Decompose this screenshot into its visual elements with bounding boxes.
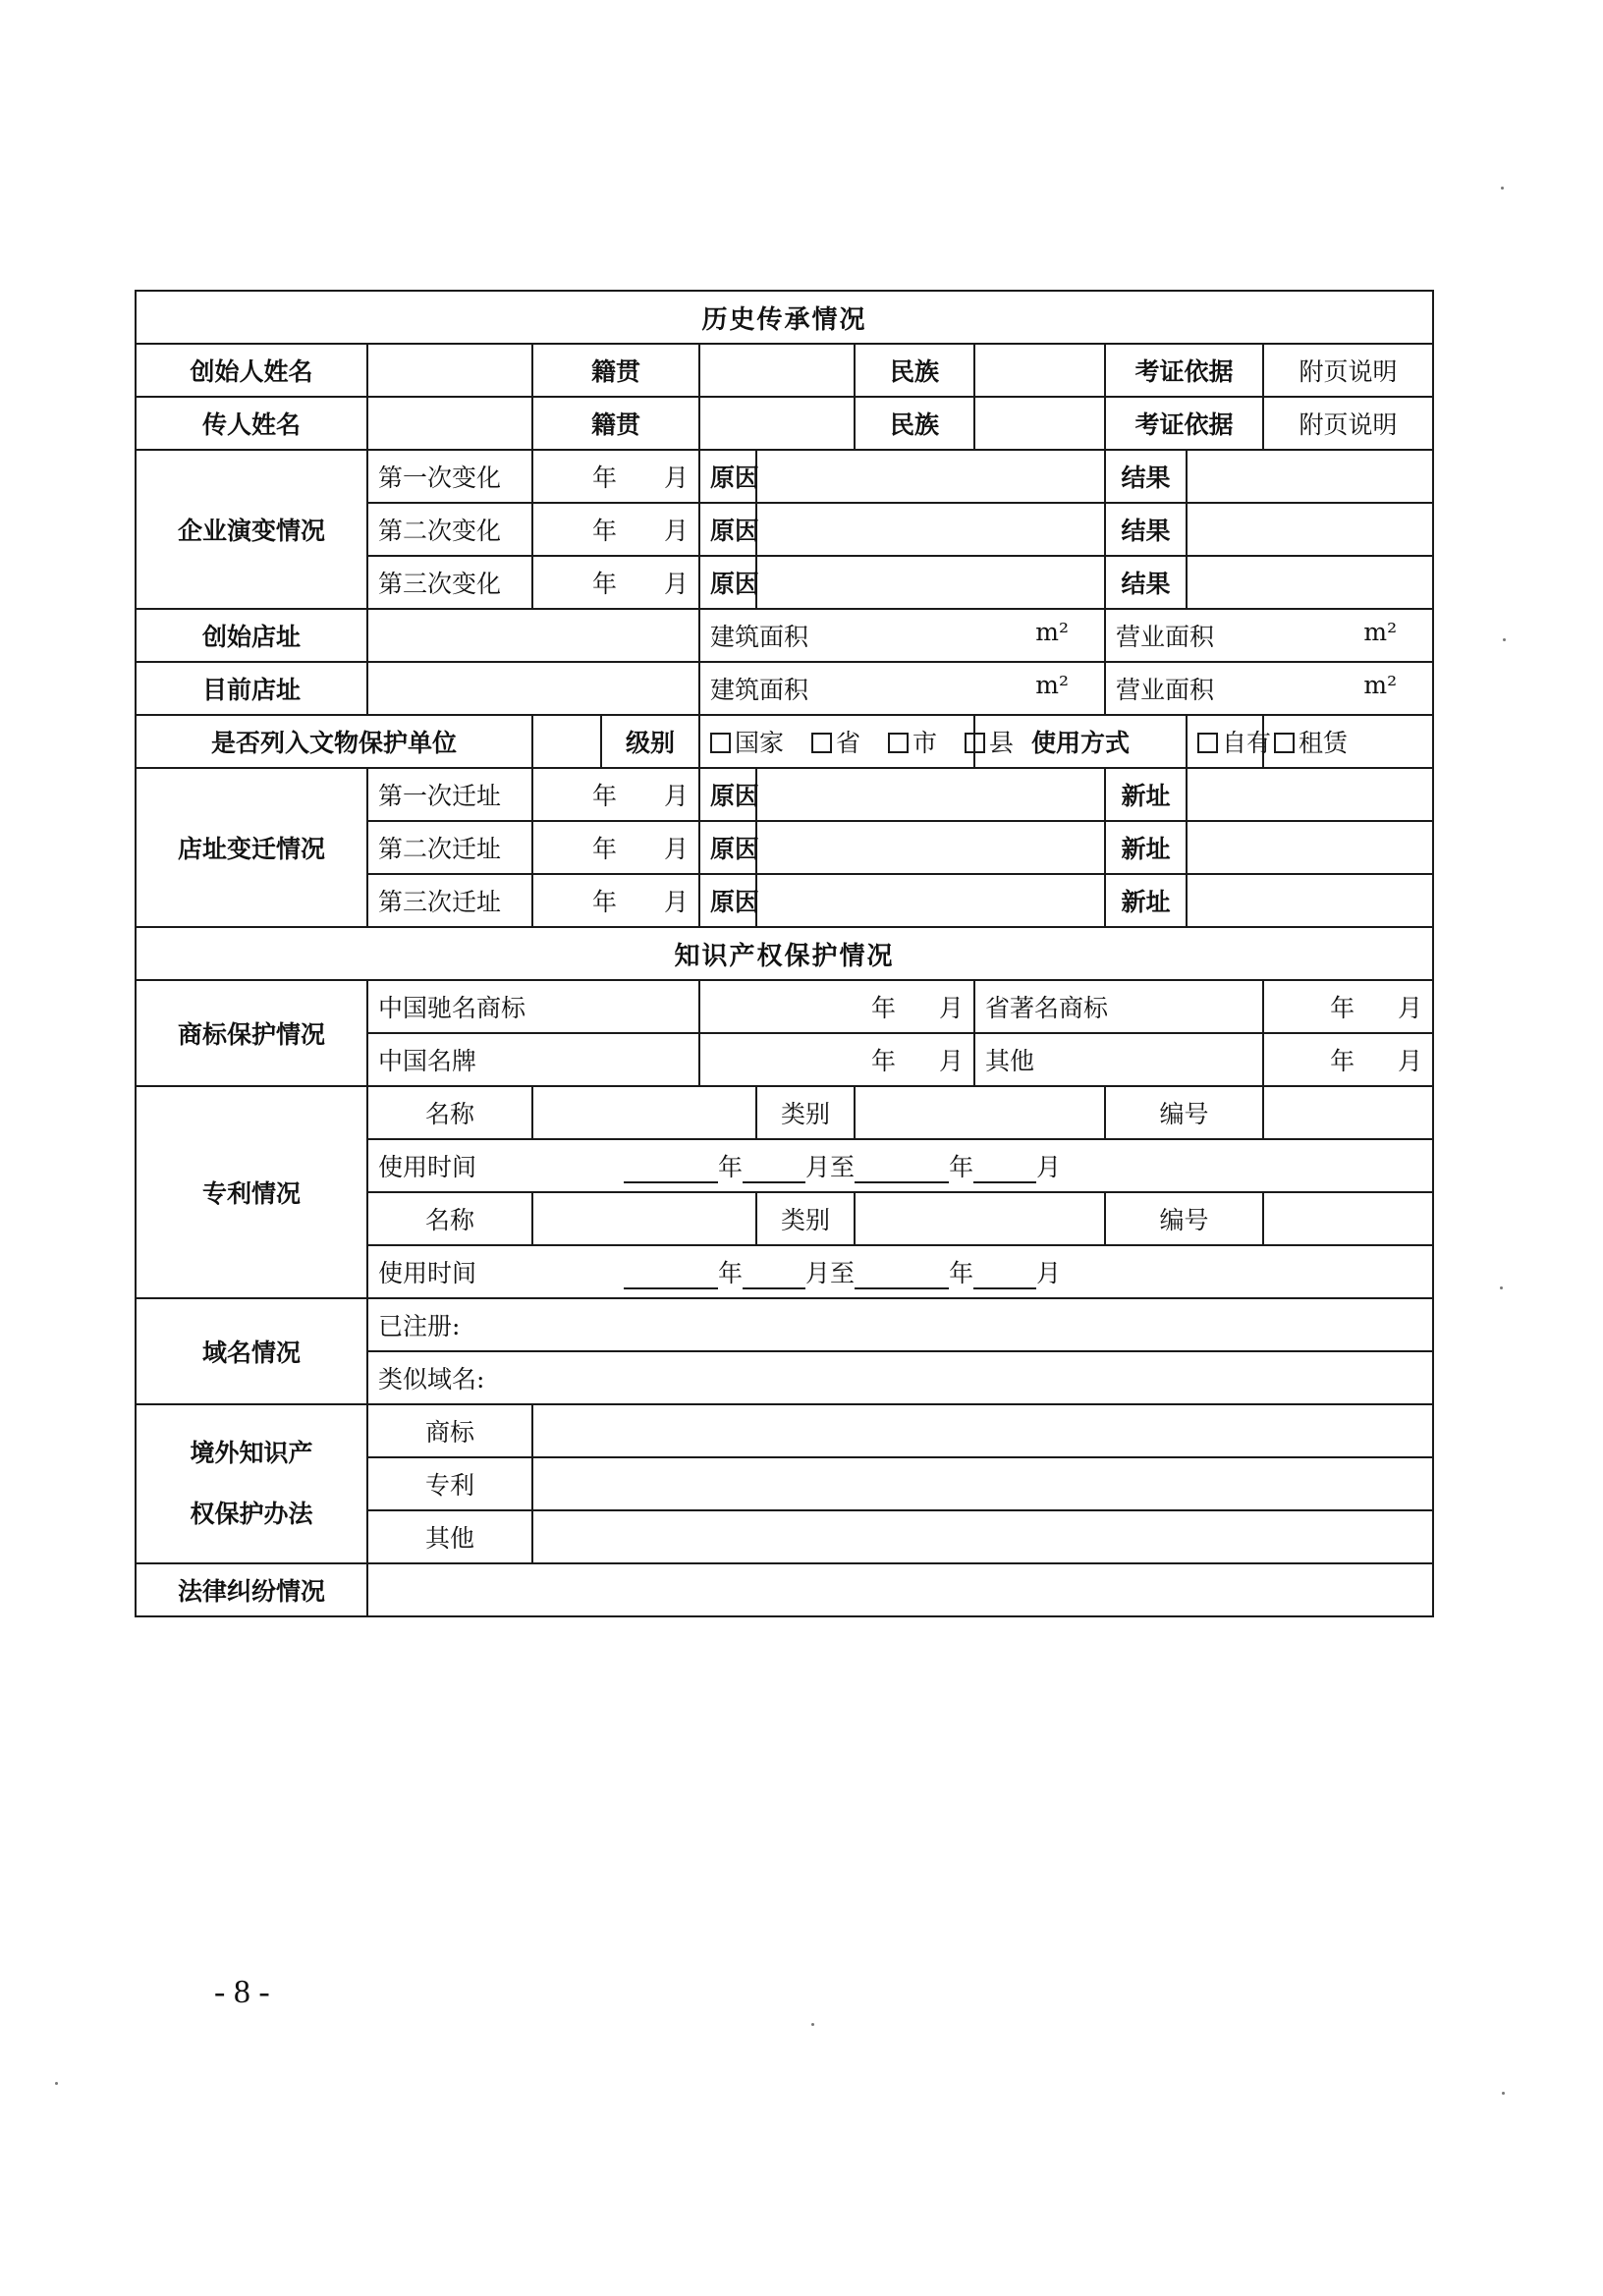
heir-evidence-label: 考证依据 bbox=[1105, 397, 1263, 450]
relocation-2-date[interactable]: 年 月 bbox=[532, 821, 699, 874]
change-1-reason-field[interactable] bbox=[756, 450, 1105, 503]
change-3-reason-label: 原因 bbox=[699, 556, 756, 609]
provincial-trademark-label: 省著名商标 bbox=[974, 980, 1263, 1033]
scan-speck bbox=[1500, 1286, 1503, 1289]
change-2-date[interactable]: 年 月 bbox=[532, 503, 699, 556]
relocation-3-reason-label: 原因 bbox=[699, 874, 756, 927]
evolution-label: 企业演变情况 bbox=[136, 450, 367, 609]
trademark-label: 商标保护情况 bbox=[136, 980, 367, 1086]
usage-label: 使用方式 bbox=[974, 715, 1187, 768]
relocation-2-reason-label: 原因 bbox=[699, 821, 756, 874]
patent-2-name-field[interactable] bbox=[532, 1192, 756, 1245]
original-store-field[interactable] bbox=[367, 609, 699, 662]
relocation-3-new-field[interactable] bbox=[1187, 874, 1433, 927]
relocation-3-new-label: 新址 bbox=[1105, 874, 1187, 927]
change-1-reason-label: 原因 bbox=[699, 450, 756, 503]
change-3-label: 第三次变化 bbox=[367, 556, 532, 609]
change-3-date[interactable]: 年 月 bbox=[532, 556, 699, 609]
original-building-area[interactable]: 建筑面积 m² bbox=[699, 609, 1105, 662]
current-store-field[interactable] bbox=[367, 662, 699, 715]
founder-ethnic-field[interactable] bbox=[974, 344, 1105, 397]
change-1-result-label: 结果 bbox=[1105, 450, 1187, 503]
original-store-label: 创始店址 bbox=[136, 609, 367, 662]
checkbox-icon bbox=[965, 733, 985, 753]
legal-dispute-label: 法律纠纷情况 bbox=[136, 1563, 367, 1616]
founder-name-field[interactable] bbox=[367, 344, 532, 397]
heir-ethnic-label: 民族 bbox=[855, 397, 974, 450]
domain-label: 域名情况 bbox=[136, 1298, 367, 1404]
heir-native-label: 籍贯 bbox=[532, 397, 699, 450]
legal-dispute-field[interactable] bbox=[367, 1563, 1433, 1616]
change-2-result-field[interactable] bbox=[1187, 503, 1433, 556]
patent-1-use-time[interactable]: 使用时间 年 月至 年 月 bbox=[367, 1139, 1433, 1192]
patent-label: 专利情况 bbox=[136, 1086, 367, 1298]
relocation-2-new-field[interactable] bbox=[1187, 821, 1433, 874]
patent-2-name-label: 名称 bbox=[367, 1192, 532, 1245]
checkbox-icon bbox=[811, 733, 832, 753]
founder-name-label: 创始人姓名 bbox=[136, 344, 367, 397]
heir-name-field[interactable] bbox=[367, 397, 532, 450]
patent-1-number-label: 编号 bbox=[1105, 1086, 1263, 1139]
overseas-patent-field[interactable] bbox=[532, 1457, 1433, 1510]
patent-1-category-label: 类别 bbox=[756, 1086, 855, 1139]
patent-1-name-label: 名称 bbox=[367, 1086, 532, 1139]
china-brand-date[interactable]: 年 月 bbox=[699, 1033, 974, 1086]
overseas-other-label: 其他 bbox=[367, 1510, 532, 1563]
ip-section-title: 知识产权保护情况 bbox=[136, 927, 1433, 980]
level-option-city[interactable]: 市 bbox=[888, 729, 937, 757]
change-2-reason-label: 原因 bbox=[699, 503, 756, 556]
overseas-trademark-label: 商标 bbox=[367, 1404, 532, 1457]
domain-registered-field[interactable]: 已注册: bbox=[367, 1298, 1433, 1351]
current-building-area[interactable]: 建筑面积 m² bbox=[699, 662, 1105, 715]
patent-1-category-field[interactable] bbox=[855, 1086, 1105, 1139]
relocation-2-label: 第二次迁址 bbox=[367, 821, 532, 874]
usage-option-own[interactable]: 自有 bbox=[1187, 715, 1263, 768]
heir-appendix-note: 附页说明 bbox=[1263, 397, 1433, 450]
original-business-area[interactable]: 营业面积 m² bbox=[1105, 609, 1433, 662]
relocation-label: 店址变迁情况 bbox=[136, 768, 367, 927]
level-option-province[interactable]: 省 bbox=[811, 729, 860, 757]
founder-native-field[interactable] bbox=[699, 344, 855, 397]
patent-2-number-field[interactable] bbox=[1263, 1192, 1433, 1245]
relocation-1-date[interactable]: 年 月 bbox=[532, 768, 699, 821]
china-brand-label: 中国名牌 bbox=[367, 1033, 699, 1086]
heir-name-label: 传人姓名 bbox=[136, 397, 367, 450]
change-2-label: 第二次变化 bbox=[367, 503, 532, 556]
patent-1-name-field[interactable] bbox=[532, 1086, 756, 1139]
relocation-1-label: 第一次迁址 bbox=[367, 768, 532, 821]
relocation-3-date[interactable]: 年 月 bbox=[532, 874, 699, 927]
scan-speck bbox=[811, 2023, 814, 2026]
level-label: 级别 bbox=[601, 715, 699, 768]
change-1-label: 第一次变化 bbox=[367, 450, 532, 503]
founder-appendix-note: 附页说明 bbox=[1263, 344, 1433, 397]
patent-1-number-field[interactable] bbox=[1263, 1086, 1433, 1139]
page-number: - 8 - bbox=[214, 1974, 270, 2010]
relocation-1-reason-field[interactable] bbox=[756, 768, 1105, 821]
heir-native-field[interactable] bbox=[699, 397, 855, 450]
relocation-1-new-field[interactable] bbox=[1187, 768, 1433, 821]
heir-ethnic-field[interactable] bbox=[974, 397, 1105, 450]
relocation-2-reason-field[interactable] bbox=[756, 821, 1105, 874]
china-famous-trademark-label: 中国驰名商标 bbox=[367, 980, 699, 1033]
heritage-field[interactable] bbox=[532, 715, 601, 768]
change-3-result-label: 结果 bbox=[1105, 556, 1187, 609]
checkbox-icon bbox=[1197, 733, 1218, 753]
scan-speck bbox=[1501, 187, 1504, 190]
change-2-reason-field[interactable] bbox=[756, 503, 1105, 556]
enterprise-form-page bbox=[135, 290, 1432, 1617]
overseas-ip-label: 境外知识产 权保护办法 bbox=[136, 1404, 367, 1563]
patent-2-category-field[interactable] bbox=[855, 1192, 1105, 1245]
relocation-3-reason-field[interactable] bbox=[756, 874, 1105, 927]
overseas-other-field[interactable] bbox=[532, 1510, 1433, 1563]
scan-speck bbox=[1503, 638, 1506, 641]
change-3-reason-field[interactable] bbox=[756, 556, 1105, 609]
heritage-label: 是否列入文物保护单位 bbox=[136, 715, 532, 768]
change-1-result-field[interactable] bbox=[1187, 450, 1433, 503]
checkbox-icon bbox=[710, 733, 731, 753]
change-3-result-field[interactable] bbox=[1187, 556, 1433, 609]
relocation-2-new-label: 新址 bbox=[1105, 821, 1187, 874]
checkbox-icon bbox=[1274, 733, 1295, 753]
provincial-trademark-date[interactable]: 年 月 bbox=[1263, 980, 1433, 1033]
level-options bbox=[699, 715, 1014, 768]
patent-2-category-label: 类别 bbox=[756, 1192, 855, 1245]
usage-option-rent[interactable]: 租赁 bbox=[1263, 715, 1433, 768]
domain-similar-field[interactable]: 类似域名: bbox=[367, 1351, 1433, 1404]
relocation-1-reason-label: 原因 bbox=[699, 768, 756, 821]
scan-speck bbox=[1502, 2092, 1505, 2095]
founder-ethnic-label: 民族 bbox=[855, 344, 974, 397]
history-section-title: 历史传承情况 bbox=[136, 291, 1433, 344]
form-table bbox=[135, 290, 1434, 1617]
founder-evidence-label: 考证依据 bbox=[1105, 344, 1263, 397]
patent-2-use-time[interactable]: 使用时间 年 月至 年 月 bbox=[367, 1245, 1433, 1298]
relocation-3-label: 第三次迁址 bbox=[367, 874, 532, 927]
relocation-1-new-label: 新址 bbox=[1105, 768, 1187, 821]
founder-native-label: 籍贯 bbox=[532, 344, 699, 397]
current-business-area[interactable]: 营业面积 m² bbox=[1105, 662, 1433, 715]
trademark-other-date[interactable]: 年 月 bbox=[1263, 1033, 1433, 1086]
china-famous-trademark-date[interactable]: 年 月 bbox=[699, 980, 974, 1033]
change-1-date[interactable]: 年 月 bbox=[532, 450, 699, 503]
overseas-trademark-field[interactable] bbox=[532, 1404, 1433, 1457]
patent-2-number-label: 编号 bbox=[1105, 1192, 1263, 1245]
checkbox-icon bbox=[888, 733, 909, 753]
change-2-result-label: 结果 bbox=[1105, 503, 1187, 556]
scan-speck bbox=[55, 2082, 58, 2085]
trademark-other-label: 其他 bbox=[974, 1033, 1263, 1086]
overseas-patent-label: 专利 bbox=[367, 1457, 532, 1510]
level-option-county[interactable]: 县 bbox=[965, 729, 1014, 757]
current-store-label: 目前店址 bbox=[136, 662, 367, 715]
level-option-national[interactable]: 国家 bbox=[710, 729, 784, 757]
